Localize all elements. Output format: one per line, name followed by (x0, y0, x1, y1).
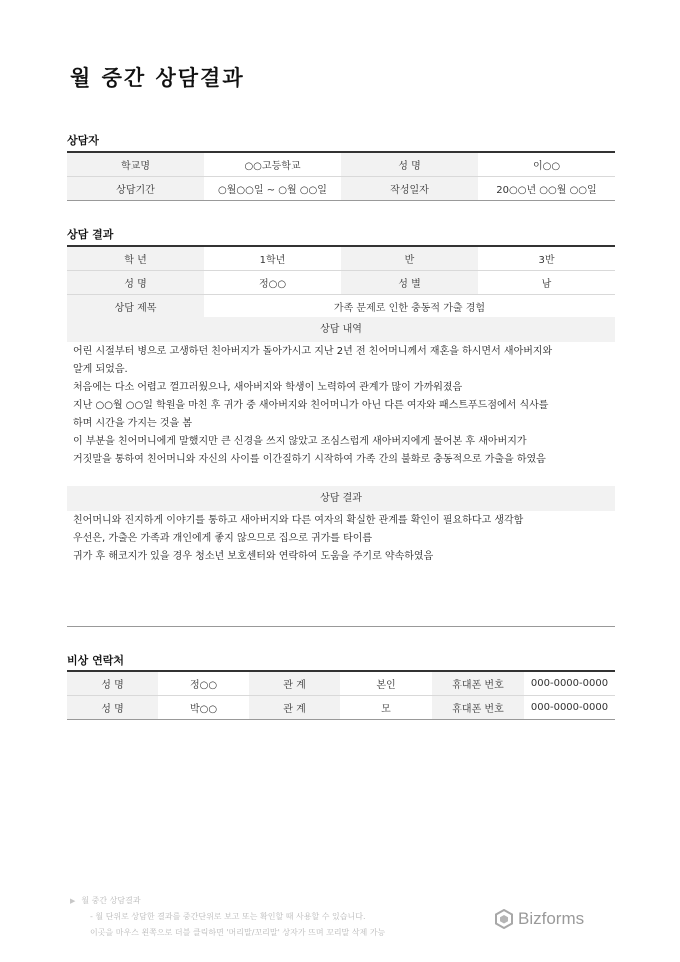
logo-text: Bizforms (518, 909, 585, 928)
table-row (67, 152, 615, 177)
school-value[interactable]: ○○고등학교 (204, 152, 341, 177)
details-line: 이 부분을 친어머니에게 말했지만 큰 신경을 쓰지 않았고 조심스럽게 새아버지에게 물어본 후 새아버지가 (73, 436, 527, 447)
grade-label: 학 년 (67, 246, 204, 271)
period-label: 상담기간 (67, 177, 204, 201)
phone-label: 휴대폰 번호 (432, 696, 524, 720)
table-row (67, 295, 615, 319)
outcome-header: 상담 결과 (67, 486, 615, 511)
contact-name-value[interactable]: 정○○ (158, 671, 249, 696)
result-table (67, 245, 615, 319)
footer-title: 월 중간 상담결과 (81, 896, 141, 905)
phone-value[interactable]: 000-0000-0000 (524, 696, 615, 720)
footer-note: - 월 단위로 상담한 결과를 중간단위로 보고 또는 확인할 때 사용할 수 있습니다. (90, 912, 366, 921)
date-value[interactable]: 20○○년 ○○월 ○○일 (478, 177, 615, 201)
section-label-counselor: 상담자 (67, 134, 99, 147)
details-line: 어린 시절부터 병으로 고생하던 친아버지가 돌아가시고 지난 2년 전 친어머니께서 재혼을 하시면서 새아버지와 (73, 346, 553, 357)
details-line: 하며 시간을 가지는 것을 봄 (73, 418, 192, 429)
section-divider (67, 626, 615, 627)
class-label: 반 (341, 246, 478, 271)
name-label: 성 명 (341, 152, 478, 177)
table-row (67, 246, 615, 271)
details-line: 거짓말을 통하여 친어머니와 자신의 사이를 이간질하기 시작하여 가족 간의 불화로 충동적으로 가출을 하였음 (73, 454, 546, 465)
topic-label: 상담 제목 (67, 295, 204, 319)
bizforms-logo-icon (494, 909, 514, 929)
student-name-label: 성 명 (67, 271, 204, 295)
footer[interactable] (70, 893, 385, 941)
details-line: 알게 되었음. (73, 364, 128, 375)
student-name-value[interactable]: 정○○ (204, 271, 341, 295)
table-row (67, 177, 615, 201)
date-label: 작성일자 (341, 177, 478, 201)
emergency-table (67, 670, 615, 720)
section-label-emergency: 비상 연락처 (67, 654, 124, 667)
relation-value[interactable]: 본인 (340, 671, 432, 696)
table-row (67, 271, 615, 295)
contact-name-label: 성 명 (67, 671, 158, 696)
gender-value[interactable]: 남 (478, 271, 615, 295)
outcome-body[interactable] (73, 512, 613, 566)
section-label-result: 상담 결과 (67, 228, 114, 241)
details-body[interactable] (73, 343, 613, 469)
table-row (67, 671, 615, 696)
details-header: 상담 내역 (67, 317, 615, 342)
table-row (67, 696, 615, 720)
counselor-table (67, 151, 615, 201)
school-label: 학교명 (67, 152, 204, 177)
relation-value[interactable]: 모 (340, 696, 432, 720)
contact-name-value[interactable]: 박○○ (158, 696, 249, 720)
contact-name-label: 성 명 (67, 696, 158, 720)
relation-label: 관 계 (249, 671, 340, 696)
name-value[interactable]: 이○○ (478, 152, 615, 177)
period-value[interactable]: ○월○○일 ~ ○월 ○○일 (204, 177, 341, 201)
triangle-bullet-icon: ▶ (70, 897, 76, 905)
grade-value[interactable]: 1학년 (204, 246, 341, 271)
page-title: 월 중간 상담결과 (70, 66, 245, 90)
gender-label: 성 별 (341, 271, 478, 295)
relation-label: 관 계 (249, 696, 340, 720)
bizforms-logo (494, 909, 584, 929)
outcome-line: 우선은, 가출은 가족과 개인에게 좋지 않으므로 집으로 귀가를 타이름 (73, 533, 373, 544)
outcome-line: 친어머니와 진지하게 이야기를 통하고 새아버지와 다른 여자의 확실한 관계를 확인이 필요하다고 생각함 (73, 515, 524, 526)
footer-title-row (70, 893, 385, 909)
details-line: 처음에는 다소 어렵고 껄끄러웠으나, 새아버지와 학생이 노력하여 관계가 많이 가까워졌음 (73, 382, 463, 393)
outcome-line: 귀가 후 해코지가 있을 경우 청소년 보호센터와 연락하여 도움을 주기로 약속하였음 (73, 551, 434, 562)
details-line: 지난 ○○월 ○○일 학원을 마친 후 귀가 중 새아버지와 친어머니가 아닌 다른 여자와 패스트푸드점에서 식사를 (73, 400, 549, 411)
phone-value[interactable]: 000-0000-0000 (524, 671, 615, 696)
phone-label: 휴대폰 번호 (432, 671, 524, 696)
topic-value[interactable]: 가족 문제로 인한 충동적 가출 경험 (204, 295, 615, 319)
class-value[interactable]: 3반 (478, 246, 615, 271)
footer-note: 이곳을 마우스 왼쪽으로 더블 클릭하면 '머리말/꼬리말' 상자가 뜨며 꼬리말 삭제 가능 (90, 928, 386, 937)
